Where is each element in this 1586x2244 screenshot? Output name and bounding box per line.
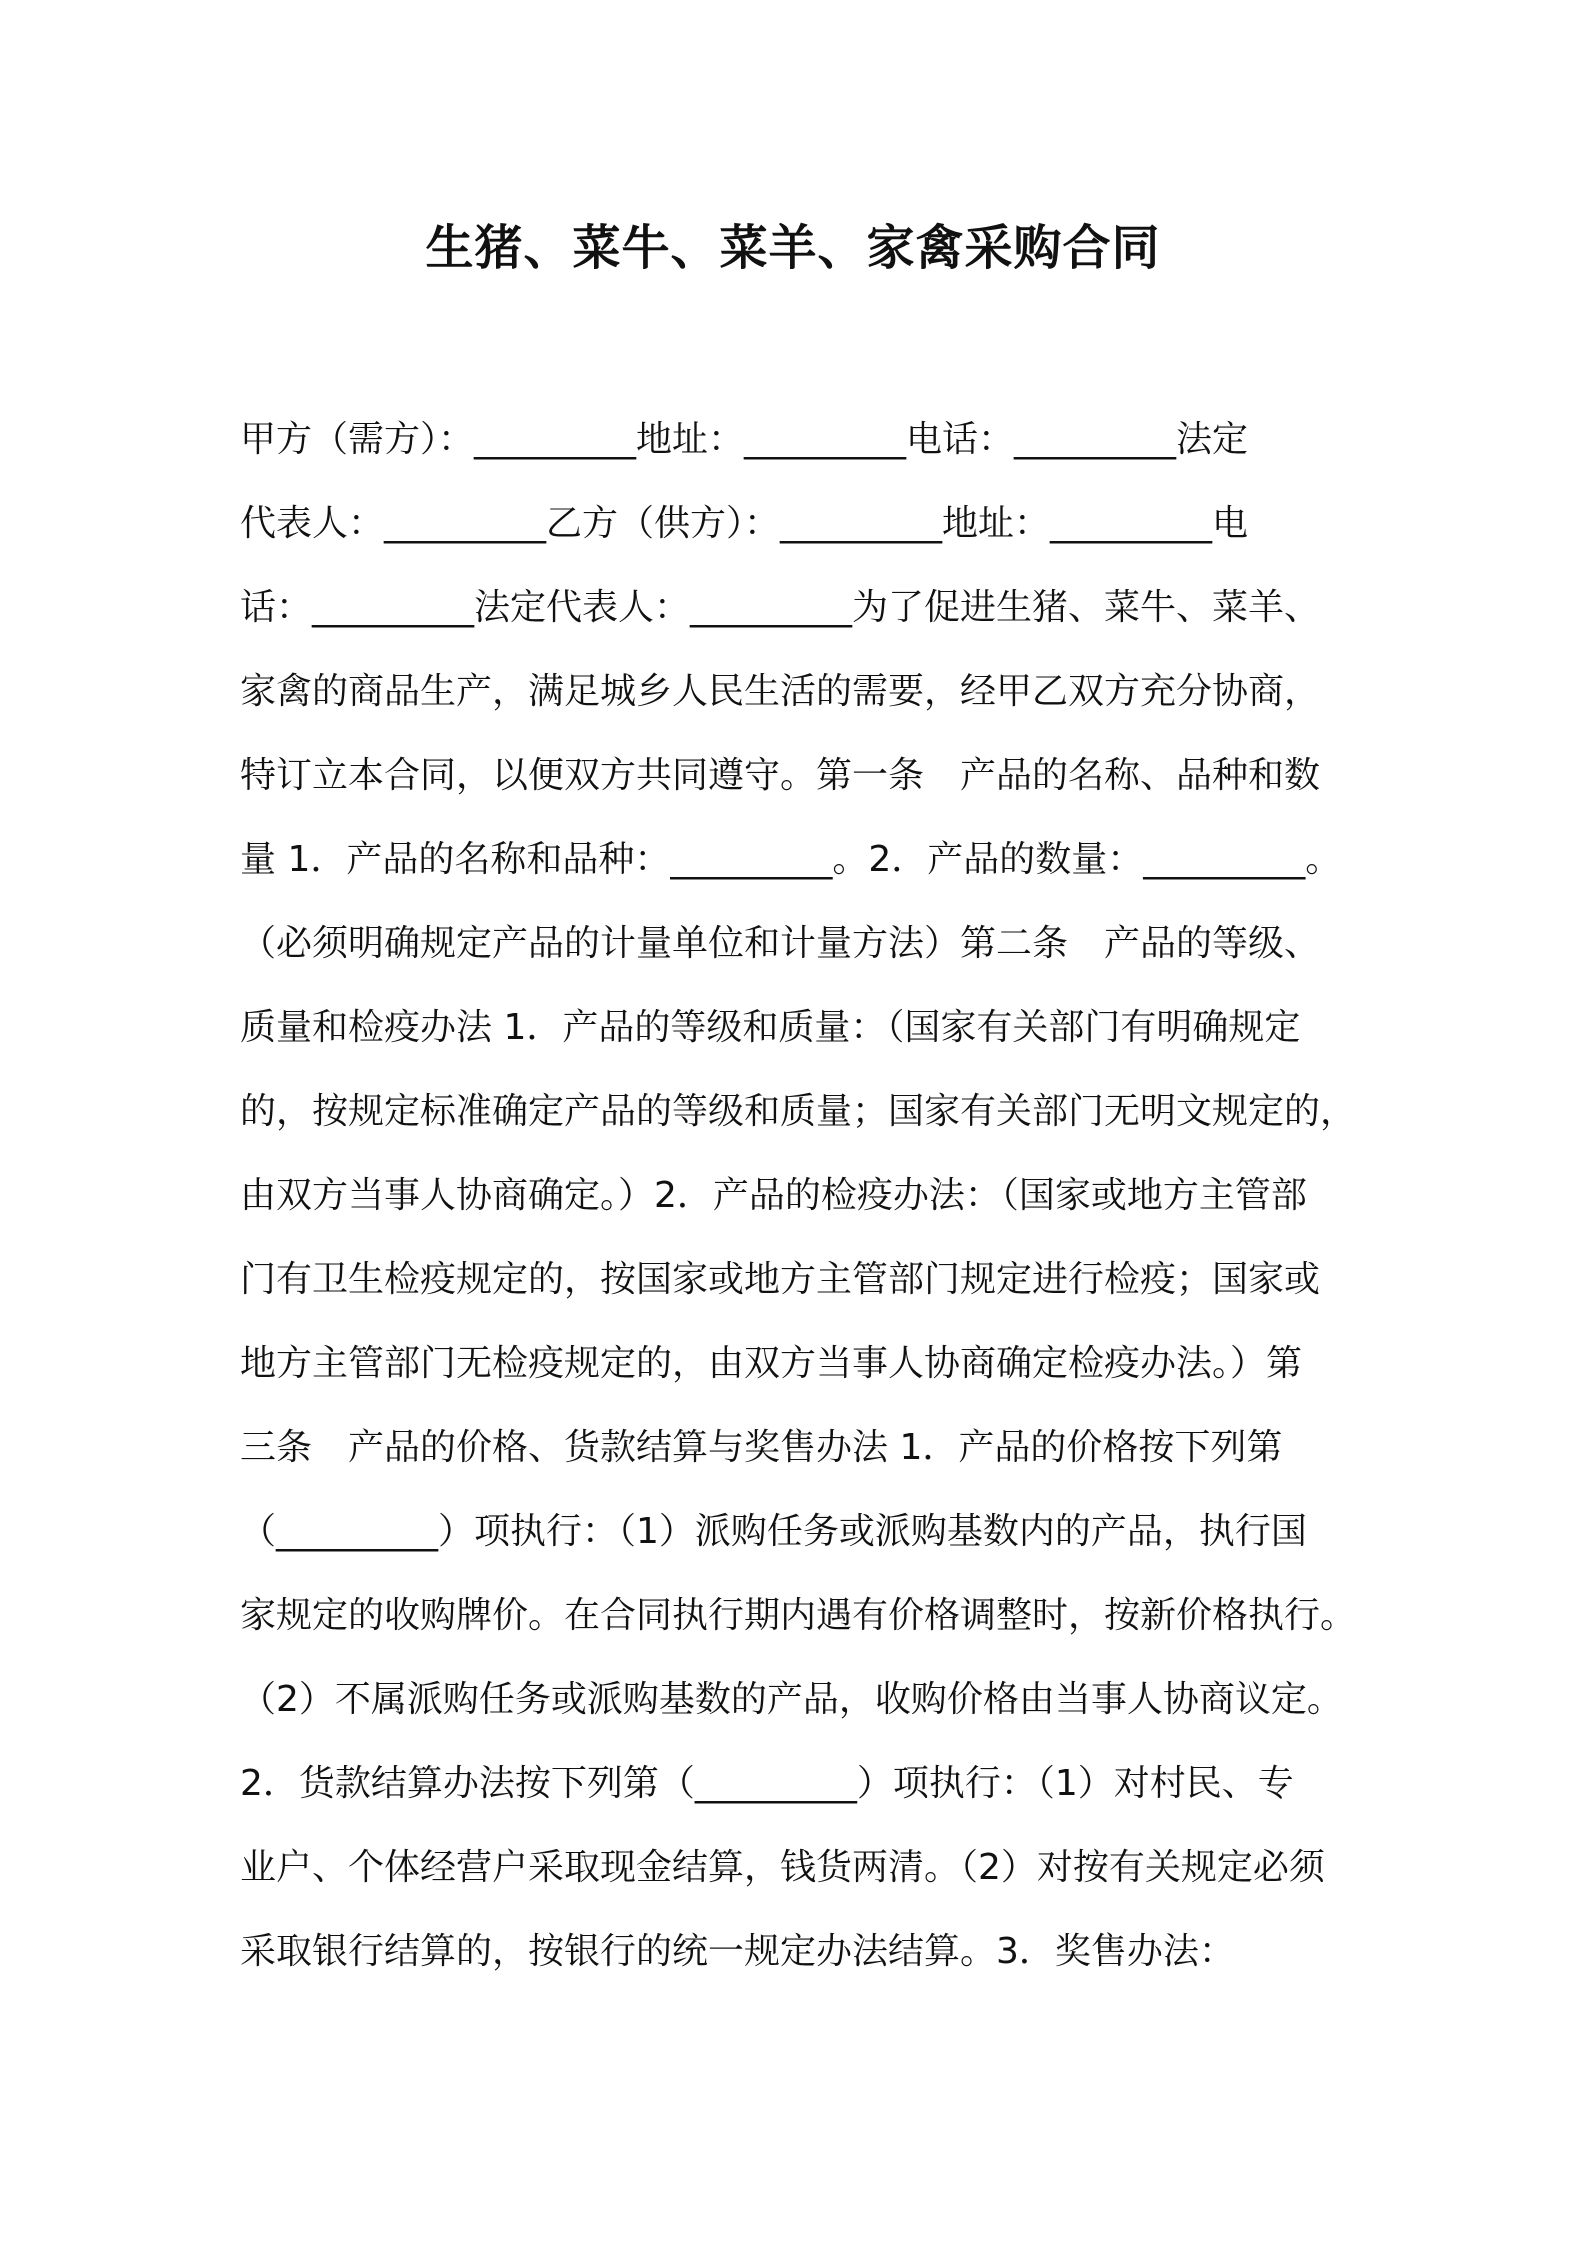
body-line: 质量和检疫办法 1．产品的等级和质量：（国家有关部门有明确规定 (240, 1007, 1301, 1048)
body-line: 量 1．产品的名称和品种：_________。2．产品的数量：_________。 (240, 839, 1342, 880)
body-line: 2．货款结算办法按下列第（_________）项执行：（1）对村民、专 (240, 1763, 1294, 1804)
contract-body (240, 398, 1358, 1994)
body-line: 门有卫生检疫规定的，按国家或地方主管部门规定进行检疫；国家或 (240, 1259, 1321, 1300)
body-line: （2）不属派购任务或派购基数的产品，收购价格由当事人协商议定。 (240, 1679, 1343, 1720)
body-line: 地方主管部门无检疫规定的，由双方当事人协商确定检疫办法。）第 (240, 1343, 1303, 1384)
body-line: 代表人：_________乙方（供方）：_________地址：_________电 (240, 503, 1249, 544)
body-line: 特订立本合同，以便双方共同遵守。第一条 产品的名称、品种和数 (240, 755, 1321, 796)
body-line: （_________）项执行：（1）派购任务或派购基数内的产品，执行国 (240, 1511, 1307, 1552)
body-line: 甲方（需方）：_________地址：_________电话：_________法定 (240, 419, 1249, 460)
body-line: 三条 产品的价格、货款结算与奖售办法 1．产品的价格按下列第 (240, 1427, 1283, 1468)
body-line: 采取银行结算的，按银行的统一规定办法结算。3．奖售办法： (240, 1931, 1235, 1972)
body-line: 由双方当事人协商确定。）2．产品的检疫办法：（国家或地方主管部 (240, 1175, 1307, 1216)
body-line: 家规定的收购牌价。在合同执行期内遇有价格调整时，按新价格执行。 (240, 1595, 1357, 1636)
body-line: 话：_________法定代表人：_________为了促进生猪、菜牛、菜羊、 (240, 587, 1321, 628)
body-line: 业户、个体经营户采取现金结算，钱货两清。（2）对按有关规定必须 (240, 1847, 1325, 1888)
body-line: 的，按规定标准确定产品的等级和质量；国家有关部门无明文规定的， (240, 1091, 1357, 1132)
body-line: 家禽的商品生产，满足城乡人民生活的需要，经甲乙双方充分协商， (240, 671, 1321, 712)
page-title: 生猪、菜牛、菜羊、家禽采购合同 (425, 220, 1161, 276)
body-line: （必须明确规定产品的计量单位和计量方法）第二条 产品的等级、 (240, 923, 1321, 964)
